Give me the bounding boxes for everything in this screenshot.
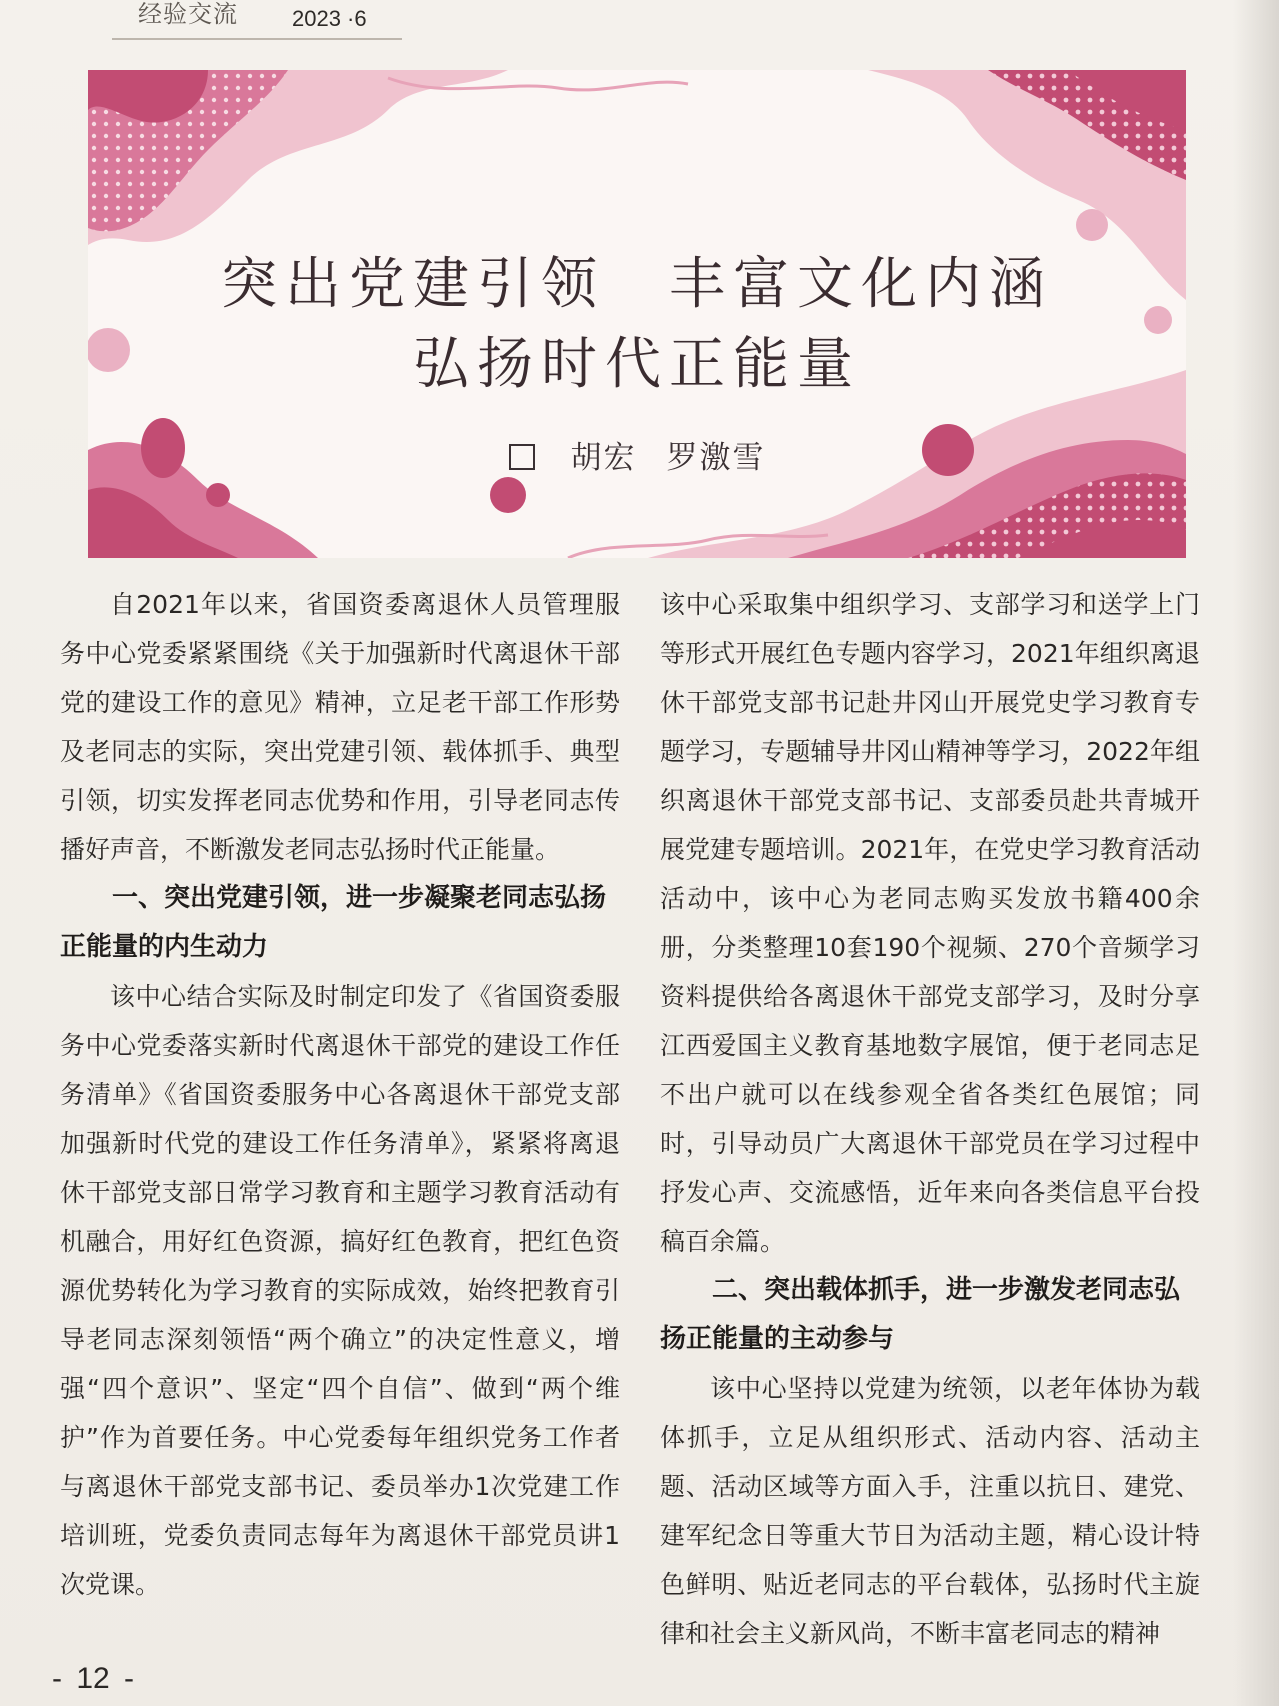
left-column [60, 580, 620, 1609]
section-label: 经验交流 [138, 0, 238, 28]
author-name: 胡宏 [570, 440, 637, 476]
square-icon [509, 444, 535, 470]
title-banner [88, 70, 1186, 558]
section-heading: 一、突出党建引领，进一步凝聚老同志弘扬正能量的内生动力 [60, 883, 607, 962]
section-heading: 二、突出载体抓手，进一步激发老同志弘扬正能量的主动参与 [660, 1275, 1181, 1354]
author-line [88, 432, 1186, 477]
article-title-line-2: 弘扬时代正能量 [413, 332, 861, 397]
body-paragraph: 该中心采取集中组织学习、支部学习和送学上门等形式开展红色专题内容学习，2021年组织离退休干部党支部书记赴井冈山开展党史学习教育专题学习，专题辅导井冈山精神等学习，2022年组织离退休干部党支部书记、支部委员赴共青城开展党建专题培训。2021年，在党史学习教育活动活动中，该中心为老同志购买发放书籍400余册，分类整理10套190个视频、270个音频学习资料提供给各离退休干部党支部学习，及时分享江西爱国主义教育基地数字展馆，便于老同志足不出户就可以在线参观全省各类红色展馆；同时，引导动员广大离退休干部党员在学习过程中抒发心声、交流感悟，近年来向各类信息平台投稿百余篇。 [660, 590, 1200, 1256]
body-paragraph: 该中心结合实际及时制定印发了《省国资委服务中心党委落实新时代离退休干部党的建设工作任务清单》《省国资委服务中心各离退休干部党支部加强新时代党的建设工作任务清单》，紧紧将离退休干部党支部日常学习教育和主题学习教育活动有机融合，用好红色资源，搞好红色教育，把红色资源优势转化为学习教育的实际成效，始终把教育引导老同志深刻领悟“两个确立”的决定性意义，增强“四个意识”、坚定“四个自信”、做到“两个维护”作为首要任务。中心党委每年组织党务工作者与离退休干部党支部书记、委员举办1次党建工作培训班，党委负责同志每年为离退休干部党员讲1次党课。 [60, 982, 620, 1599]
issue-label: 2023 ·6 [292, 6, 367, 31]
intro-paragraph: 自2021年以来，省国资委离退休人员管理服务中心党委紧紧围绕《关于加强新时代离退休干部党的建设工作的意见》精神，立足老干部工作形势及老同志的实际，突出党建引领、载体抓手、典型引领，切实发挥老同志优势和作用，引导老同志传播好声音，不断激发老同志弘扬时代正能量。 [60, 590, 620, 864]
page-edge-shadow [1233, 0, 1279, 1706]
author-name: 罗激雪 [666, 440, 766, 476]
right-column [660, 580, 1200, 1658]
article-title-line-1: 突出党建引领 丰富文化内涵 [221, 252, 1053, 317]
page-number: - 12 - [52, 1662, 135, 1695]
body-paragraph: 该中心坚持以党建为统领，以老年体协为载体抓手，立足从组织形式、活动内容、活动主题、活动区域等方面入手，注重以抗日、建党、建军纪念日等重大节日为活动主题，精心设计特色鲜明、贴近老同志的平台载体，弘扬时代主旋律和社会主义新风尚，不断丰富老同志的精神 [660, 1374, 1200, 1648]
page-header [112, 0, 402, 40]
